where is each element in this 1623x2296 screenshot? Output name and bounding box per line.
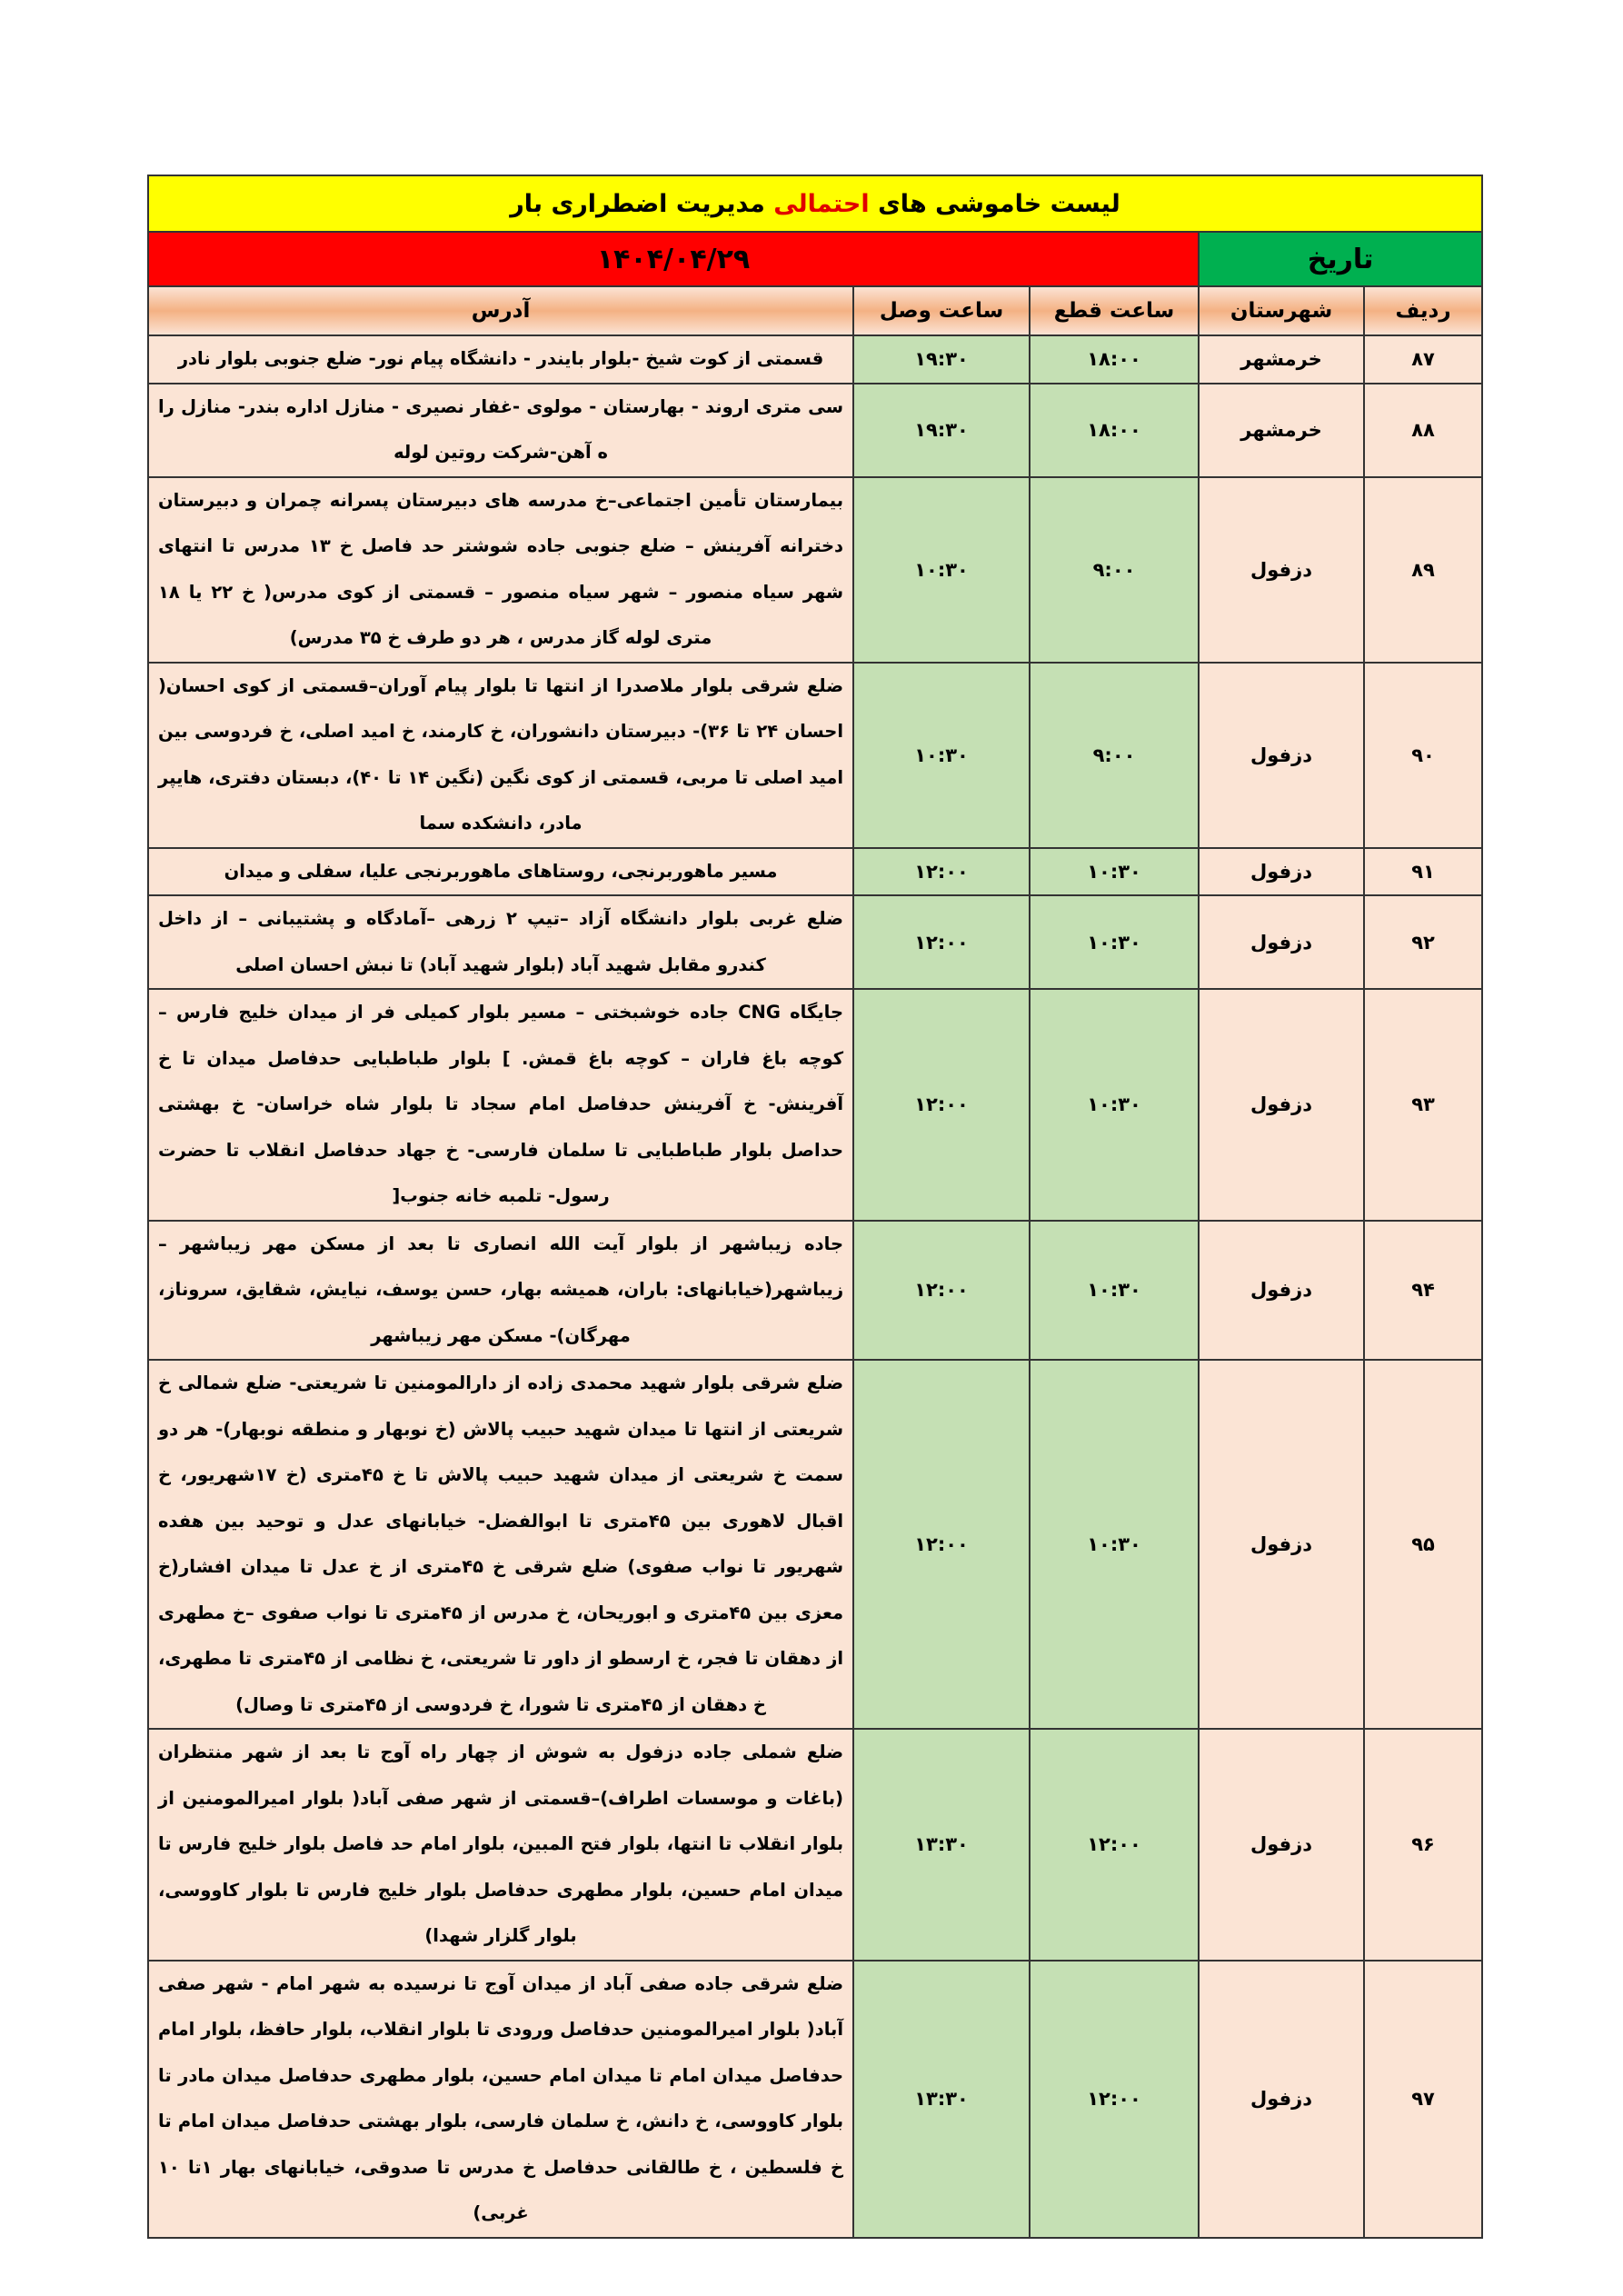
row-city: دزفول	[1199, 848, 1364, 896]
table-row	[148, 477, 1482, 663]
row-cut-time: ۱۰:۳۰	[1030, 848, 1199, 896]
row-connect-time: ۱۹:۳۰	[853, 384, 1030, 477]
row-number: ۹۵	[1364, 1360, 1482, 1729]
row-cut-time: ۱۰:۳۰	[1030, 1221, 1199, 1361]
row-connect-time: ۱۲:۰۰	[853, 848, 1030, 896]
page-title	[148, 175, 1482, 232]
row-city: خرمشهر	[1199, 384, 1364, 477]
row-connect-time: ۱۲:۰۰	[853, 1360, 1030, 1729]
row-number: ۹۷	[1364, 1961, 1482, 2238]
table-row	[148, 848, 1482, 896]
row-number: ۸۹	[1364, 477, 1482, 663]
row-address: بیمارستان تأمین اجتماعی–خ مدرسه های دبیرستان پسرانه چمران و دبیرستان دخترانه آفرینش – ضلع جنوبی جاده شوشتر حد فاصل خ ۱۳ مدرس تا انتهای شهر سیاه منصور – شهر سیاه منصور – قسمتی از کوی مدرس( خ ۲۲ یا ۱۸ متری لوله گاز مدرس ، هر دو طرف خ ۳۵ مدرس)	[148, 477, 853, 663]
row-number: ۸۸	[1364, 384, 1482, 477]
date-value: ۱۴۰۴/۰۴/۲۹	[148, 232, 1199, 286]
row-city: دزفول	[1199, 1729, 1364, 1961]
title-suffix: مدیریت اضطراری بار	[510, 189, 765, 218]
row-city: دزفول	[1199, 989, 1364, 1221]
row-address: ضلع شرقی بلوار ملاصدرا از انتها تا بلوار پیام آوران–قسمتی از کوی احسان( احسان ۲۴ تا ۳۶)- دبیرستان دانشوران، خ کارمند، خ امید اصلی، خ فردوسی بین امید اصلی تا مربی، قسمتی از کوی نگین (نگین ۱۴ تا ۴۰)، دبستان دفتری، هایپر مادر، دانشکده سما	[148, 663, 853, 848]
row-connect-time: ۱۳:۳۰	[853, 1729, 1030, 1961]
title-row	[148, 175, 1482, 232]
row-cut-time: ۱۰:۳۰	[1030, 895, 1199, 989]
row-number: ۹۴	[1364, 1221, 1482, 1361]
date-label: تاریخ	[1199, 232, 1482, 286]
row-connect-time: ۱۳:۳۰	[853, 1961, 1030, 2238]
row-city: دزفول	[1199, 895, 1364, 989]
outage-table	[147, 175, 1483, 2239]
row-number: ۹۶	[1364, 1729, 1482, 1961]
row-connect-time: ۱۲:۰۰	[853, 1221, 1030, 1361]
row-address: ضلع شرقی بلوار شهید محمدی زاده از دارالمومنین تا شریعتی- ضلع شمالی خ شریعتی از انتها تا میدان شهید حبیب پالاش (خ نوبهار و منطقه نوبهار)- هر دو سمت خ شریعتی از میدان شهید حبیب پالاش تا خ ۴۵متری (خ ۱۷شهریور، خ اقبال لاهوری بین ۴۵متری تا ابوالفضل- خیابانهای عدل و توحید بین هفده شهریور تا نواب صفوی) ضلع شرقی خ ۴۵متری از خ عدل تا میدان افشار(خ معزی بین ۴۵متری و ابوریحان، خ مدرس از ۴۵متری تا نواب صفوی –خ مطهری از دهقان تا فجر، خ ارسطو از داور تا شریعتی، خ نظامی از ۴۵متری تا مطهری، خ دهقان از ۴۵متری تا شورا، خ فردوسی از ۴۵متری تا وصال)	[148, 1360, 853, 1729]
row-address: مسیر ماهوربرنجی، روستاهای ماهوربرنجی علیا، سفلی و میدان	[148, 848, 853, 896]
header-cut-time: ساعت قطع	[1030, 286, 1199, 335]
row-address: ضلع غربی بلوار دانشگاه آزاد –تیپ ۲ زرهی –آمادگاه و پشتیبانی – از داخل کندرو مقابل شهید آباد (بلوار شهید آباد) تا نبش احسان اصلی	[148, 895, 853, 989]
row-city: دزفول	[1199, 1221, 1364, 1361]
table-row	[148, 989, 1482, 1221]
row-cut-time: ۱۸:۰۰	[1030, 335, 1199, 384]
row-city: دزفول	[1199, 1961, 1364, 2238]
row-cut-time: ۱۸:۰۰	[1030, 384, 1199, 477]
row-city: دزفول	[1199, 477, 1364, 663]
row-address: سی متری اروند - بهارستان - مولوی -غفار نصیری - منازل اداره بندر- منازل را ه آهن-شرکت روتین لوله	[148, 384, 853, 477]
title-highlight: احتمالی	[773, 189, 870, 218]
row-cut-time: ۹:۰۰	[1030, 477, 1199, 663]
table-row	[148, 663, 1482, 848]
row-connect-time: ۱۲:۰۰	[853, 989, 1030, 1221]
header-connect-time: ساعت وصل	[853, 286, 1030, 335]
table-row	[148, 895, 1482, 989]
row-address: ضلع شرقی جاده صفی آباد از میدان آوج تا نرسیده به شهر امام - شهر صفی آباد( بلوار امیرالمومنین حدفاصل ورودی تا بلوار انقلاب، بلوار حافظ، بلوار امام حدفاصل میدان امام تا میدان امام حسین، بلوار مطهری حدفاصل میدان مادر تا بلوار کاووسی، خ دانش، خ سلمان فارسی، بلوار بهشتی حدفاصل میدان امام تا خ فلسطین ، خ طالقانی حدفاصل خ مدرس تا صدوقی، خیابانهای بهار ۱تا ۱۰ غربی)	[148, 1961, 853, 2238]
row-number: ۹۲	[1364, 895, 1482, 989]
table-row	[148, 384, 1482, 477]
outage-table-body	[148, 175, 1482, 2238]
row-cut-time: ۱۲:۰۰	[1030, 1729, 1199, 1961]
header-row	[148, 286, 1482, 335]
header-city: شهرستان	[1199, 286, 1364, 335]
row-cut-time: ۹:۰۰	[1030, 663, 1199, 848]
header-row-no: ردیف	[1364, 286, 1482, 335]
row-address: قسمتی از کوت شیخ -بلوار بایندر - دانشگاه پیام نور- ضلع جنوبی بلوار نادر	[148, 335, 853, 384]
row-cut-time: ۱۲:۰۰	[1030, 1961, 1199, 2238]
table-row	[148, 1961, 1482, 2238]
row-number: ۸۷	[1364, 335, 1482, 384]
row-address: جایگاه CNG جاده خوشبختی – مسیر بلوار کمیلی فر از میدان خلیج فارس – کوچه باغ فاران – کوچه باغ قمش. ] بلوار طباطبایی حدفاصل میدان تا خ آفرینش- خ آفرینش حدفاصل امام سجاد تا بلوار شاه خراسان- خ بهشتی حداصل بلوار طباطبایی تا سلمان فارسی- خ جهاد حدفاصل انقلاب تا حضرت رسول- تلمبه خانه جنوب[	[148, 989, 853, 1221]
date-row	[148, 232, 1482, 286]
table-row	[148, 1729, 1482, 1961]
row-number: ۹۳	[1364, 989, 1482, 1221]
table-row	[148, 1360, 1482, 1729]
header-address: آدرس	[148, 286, 853, 335]
title-prefix: لیست خاموشی های	[878, 189, 1120, 218]
row-number: ۹۱	[1364, 848, 1482, 896]
row-address: جاده زیباشهر از بلوار آیت الله انصاری تا بعد از مسکن مهر زیباشهر – زیباشهر(خیابانهای: باران، همیشه بهار، حسن یوسف، نیایش، شقایق، سروناز، مهرگان)- مسکن مهر زیباشهر	[148, 1221, 853, 1361]
row-cut-time: ۱۰:۳۰	[1030, 989, 1199, 1221]
row-connect-time: ۱۰:۳۰	[853, 663, 1030, 848]
row-connect-time: ۱۰:۳۰	[853, 477, 1030, 663]
row-connect-time: ۱۲:۰۰	[853, 895, 1030, 989]
row-cut-time: ۱۰:۳۰	[1030, 1360, 1199, 1729]
table-row	[148, 1221, 1482, 1361]
row-city: دزفول	[1199, 1360, 1364, 1729]
row-address: ضلع شملی جاده دزفول به شوش از چهار راه آوج تا بعد از شهر منتظران (باغات و موسسات اطراف)–قسمتی از شهر صفی آباد( بلوار امیرالمومنین از بلوار انقلاب تا انتها، بلوار فتح المبین، بلوار امام حد فاصل بلوار خلیج فارس تا میدان امام حسین، بلوار مطهری حدفاصل بلوار خلیج فارس تا بلوار کاووسی، بلوار گلزار شهدا)	[148, 1729, 853, 1961]
table-row	[148, 335, 1482, 384]
row-number: ۹۰	[1364, 663, 1482, 848]
row-city: خرمشهر	[1199, 335, 1364, 384]
row-city: دزفول	[1199, 663, 1364, 848]
row-connect-time: ۱۹:۳۰	[853, 335, 1030, 384]
